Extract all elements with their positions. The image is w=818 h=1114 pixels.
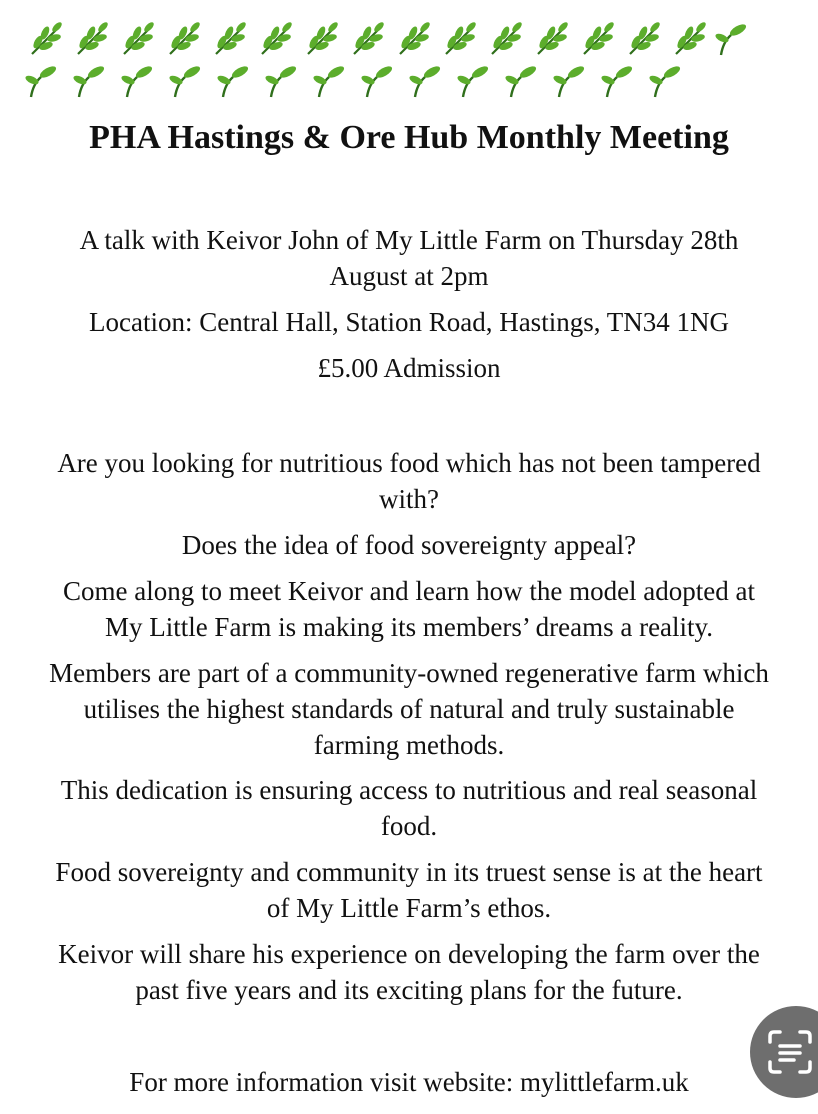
sprout-icon — [648, 60, 682, 100]
sprout-icon — [312, 60, 346, 100]
leafy-sprig-icon — [70, 18, 114, 58]
paragraph-members — [0, 655, 818, 763]
paragraph-line-1: Food sovereignty and community in its truest sense is at the heart — [55, 857, 763, 887]
leafy-sprig-border-top — [24, 18, 760, 58]
event-talk-line-2: August at 2pm — [329, 261, 489, 291]
leafy-sprig-icon — [116, 18, 160, 58]
sprout-border-bottom — [24, 60, 694, 100]
leafy-sprig-icon — [438, 18, 482, 58]
leafy-sprig-icon — [162, 18, 206, 58]
sprout-icon — [264, 60, 298, 100]
event-location: Location: Central Hall, Station Road, Hastings, TN34 1NG — [89, 307, 729, 337]
leafy-sprig-icon — [622, 18, 666, 58]
question-food-sovereignty: Does the idea of food sovereignty appeal? — [181, 530, 637, 560]
paragraph-line-1: Keivor will share his experience on developing the farm over the — [58, 939, 760, 969]
sprout-icon — [552, 60, 586, 100]
paragraph-dedication — [0, 772, 818, 844]
paragraph-sovereignty — [0, 854, 818, 926]
question-line-2: with? — [379, 484, 439, 514]
leafy-sprig-icon — [392, 18, 436, 58]
paragraph-line-1: Members are part of a community-owned regenerative farm which — [49, 658, 769, 688]
leafy-sprig-icon — [346, 18, 390, 58]
paragraph-line-2: past five years and its exciting plans for the future. — [135, 975, 683, 1005]
footer-website-info: For more information visit website: mylittlefarm.uk — [129, 1067, 689, 1097]
leafy-sprig-icon — [668, 18, 712, 58]
sprout-icon — [456, 60, 490, 100]
paragraph-come-along — [0, 573, 818, 645]
sprout-icon — [72, 60, 106, 100]
sprout-icon — [168, 60, 202, 100]
paragraph-line-1: Come along to meet Keivor and learn how the model adopted at — [62, 576, 756, 606]
sprout-icon — [216, 60, 250, 100]
paragraph-line-3: farming methods. — [313, 730, 505, 760]
paragraph-line-1: This dedication is ensuring access to nutritious and real seasonal — [60, 775, 758, 805]
leafy-sprig-icon — [208, 18, 252, 58]
paragraph-share — [0, 936, 818, 1008]
sprout-icon — [408, 60, 442, 100]
sprout-icon — [120, 60, 154, 100]
sprout-icon — [714, 18, 748, 58]
leafy-sprig-icon — [300, 18, 344, 58]
question-line-1: Are you looking for nutritious food which has not been tampered — [57, 448, 761, 478]
leafy-sprig-icon — [530, 18, 574, 58]
scan-text-icon — [766, 1028, 814, 1076]
paragraph-line-2: food. — [380, 811, 438, 841]
leafy-sprig-icon — [24, 18, 68, 58]
paragraph-line-2: utilises the highest standards of natural and truly sustainable — [83, 694, 735, 724]
sprout-icon — [504, 60, 538, 100]
sprout-icon — [24, 60, 58, 100]
paragraph-line-2: of My Little Farm’s ethos. — [266, 893, 552, 923]
page-title: PHA Hastings & Ore Hub Monthly Meeting — [89, 119, 729, 156]
event-talk-line-1: A talk with Keivor John of My Little Farm on Thursday 28th — [79, 225, 739, 255]
paragraph-line-2: My Little Farm is making its members’ dreams a reality. — [104, 612, 714, 642]
leafy-sprig-icon — [576, 18, 620, 58]
event-talk — [0, 222, 818, 294]
sprout-icon — [600, 60, 634, 100]
question-tampered-food — [0, 445, 818, 517]
sprout-icon — [360, 60, 394, 100]
event-admission: £5.00 Admission — [317, 353, 501, 383]
leafy-sprig-icon — [254, 18, 298, 58]
leafy-sprig-icon — [484, 18, 528, 58]
